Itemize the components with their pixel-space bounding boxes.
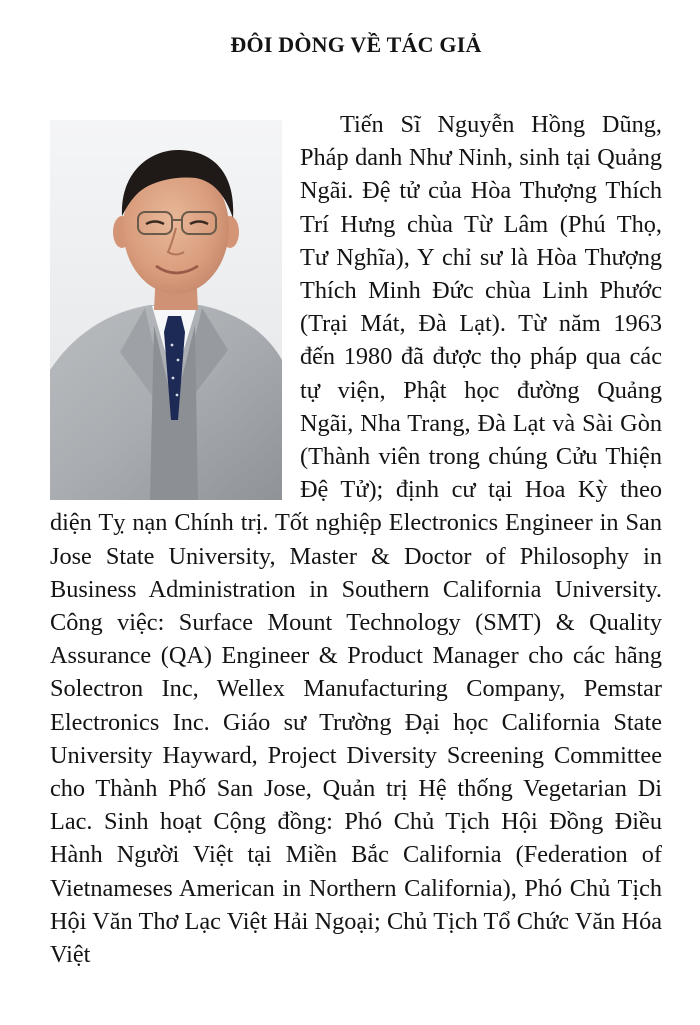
portrait-photo-icon — [50, 120, 282, 500]
page — [50, 0, 662, 971]
page-title: ĐÔI DÒNG VỀ TÁC GIẢ — [230, 32, 482, 57]
biography-text: Tiến Sĩ Nguyễn Hồng Dũng, Pháp danh Như Ninh, sinh tại Quảng Ngãi. Đệ tử của Hòa Thượng Thích Trí Hưng chùa Từ Lâm (Phú Thọ, Tư Nghĩa), Y chỉ sư là Hòa Thượng Thích Minh Đức chùa Linh Phước (Trại Mát, Đà Lạt). Từ năm 1963 đến 1980 đã được thọ pháp qua các tự viện, Phật học đường Quảng Ngãi, Nha Trang, Đà Lạt và Sài Gòn (Thành viên trong chúng Cửu Thiện Đệ Tử); định cư tại Hoa Kỳ theo diện Tỵ nạn Chính trị. Tốt nghiệp Electronics Engineer in San Jose State University, Master & Doctor of Philosophy in Business Administration in Southern California University. Công việc: Surface Mount Technology (SMT) & Quality Assurance (QA) Engineer & Product Manager cho các hãng Solectron Inc, Wellex Manufacturing Company, Pemstar Electronics Inc. Giáo sư Trường Đại học California State University Hayward, Project Diversity Screening Committee cho Thành Phố San Jose, Quản trị Hệ thống Vegetarian Di Lac. Sinh hoạt Cộng đồng: Phó Chủ Tịch Hội Đồng Điều Hành Người Việt tại Miền Bắc California (Federation of Vietnameses American in Northern California), Phó Chủ Tịch Hội Văn Thơ Lạc Việt Hải Ngoại; Chủ Tịch Tổ Chức Văn Hóa Việt — [50, 111, 662, 969]
author-biography — [50, 108, 662, 971]
author-portrait-photo — [50, 120, 282, 500]
